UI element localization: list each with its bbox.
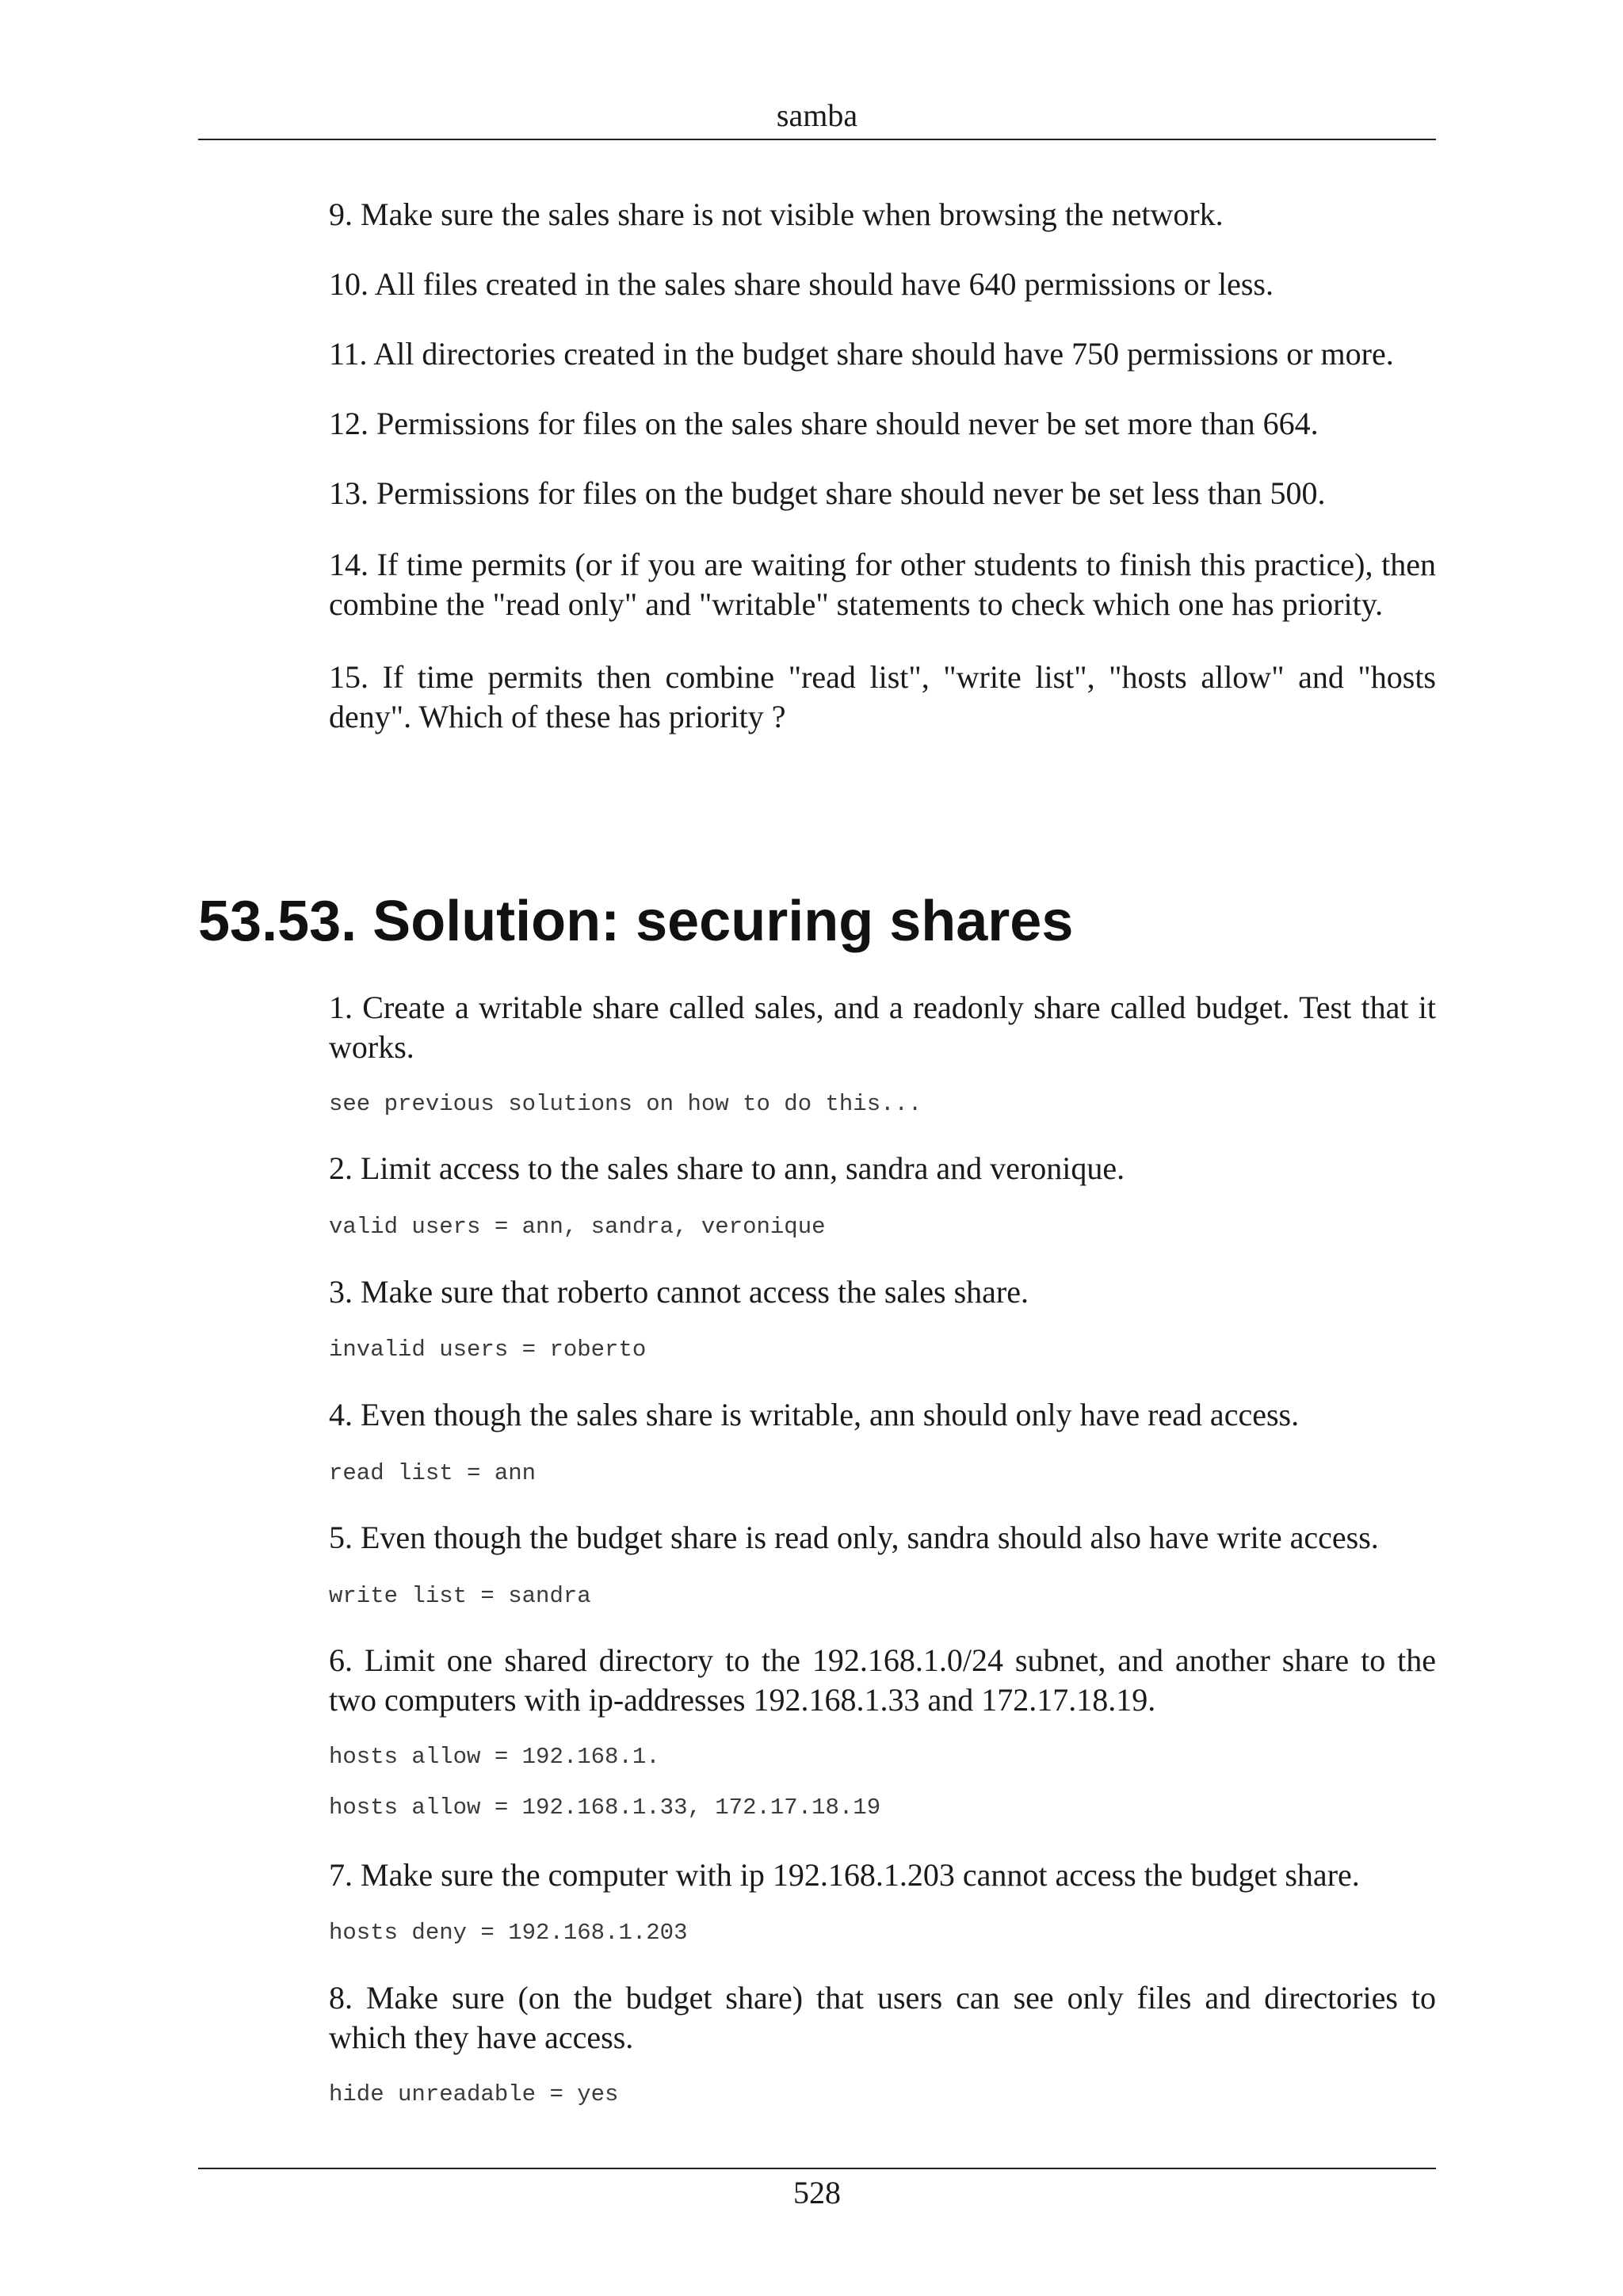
solution-step: 2. Limit access to the sales share to ann, sandra and veronique. [329,1150,1125,1186]
practice-item: 15. If time permits then combine "read list", "write list", "hosts allow" and "hosts deny". Which of these has priority ? [329,659,1436,734]
solution-step: 1. Create a writable share called sales, and a readonly share called budget. Test that it works. [329,990,1436,1065]
page-number: 528 [793,2175,841,2210]
practice-item: 14. If time permits (or if you are waiting for other students to finish this practice), then combine the "read only" and "writable" statements to check which one has priority. [329,547,1436,622]
code-line: hide unreadable = yes [329,2081,619,2107]
practice-item: 9. Make sure the sales share is not visible when browsing the network. [329,196,1224,232]
code-line: write list = sandra [329,1583,591,1609]
running-header: samba [776,97,858,133]
code-line: hosts deny = 192.168.1.203 [329,1920,688,1946]
solution-step: 3. Make sure that roberto cannot access the sales share. [329,1274,1029,1310]
code-line: valid users = ann, sandra, veronique [329,1214,826,1240]
code-line: read list = ann [329,1460,537,1486]
code-line: hosts allow = 192.168.1. [329,1744,660,1770]
code-line: see previous solutions on how to do this... [329,1091,922,1117]
section-heading: 53.53. Solution: securing shares [198,890,1074,953]
header-rule [198,139,1436,140]
solution-step: 7. Make sure the computer with ip 192.168.1.203 cannot access the budget share. [329,1857,1360,1893]
solution-step: 5. Even though the budget share is read only, sandra should also have write access. [329,1520,1379,1555]
practice-item: 11. All directories created in the budget share should have 750 permissions or more. [329,336,1394,372]
solution-step: 8. Make sure (on the budget share) that users can see only files and directories to which they have access. [329,1980,1436,2055]
practice-item: 13. Permissions for files on the budget share should never be set less than 500. [329,475,1326,511]
footer-rule [198,2168,1436,2169]
practice-item: 12. Permissions for files on the sales share should never be set more than 664. [329,406,1319,441]
solution-step: 6. Limit one shared directory to the 192.168.1.0/24 subnet, and another share to the two computers with ip-addresses 192.168.1.33 and 172.17.18.19. [329,1642,1436,1718]
solution-step: 4. Even though the sales share is writable, ann should only have read access. [329,1397,1300,1432]
code-line: invalid users = roberto [329,1337,647,1363]
practice-item: 10. All files created in the sales share should have 640 permissions or less. [329,266,1274,302]
code-line: hosts allow = 192.168.1.33, 172.17.18.19 [329,1794,881,1821]
